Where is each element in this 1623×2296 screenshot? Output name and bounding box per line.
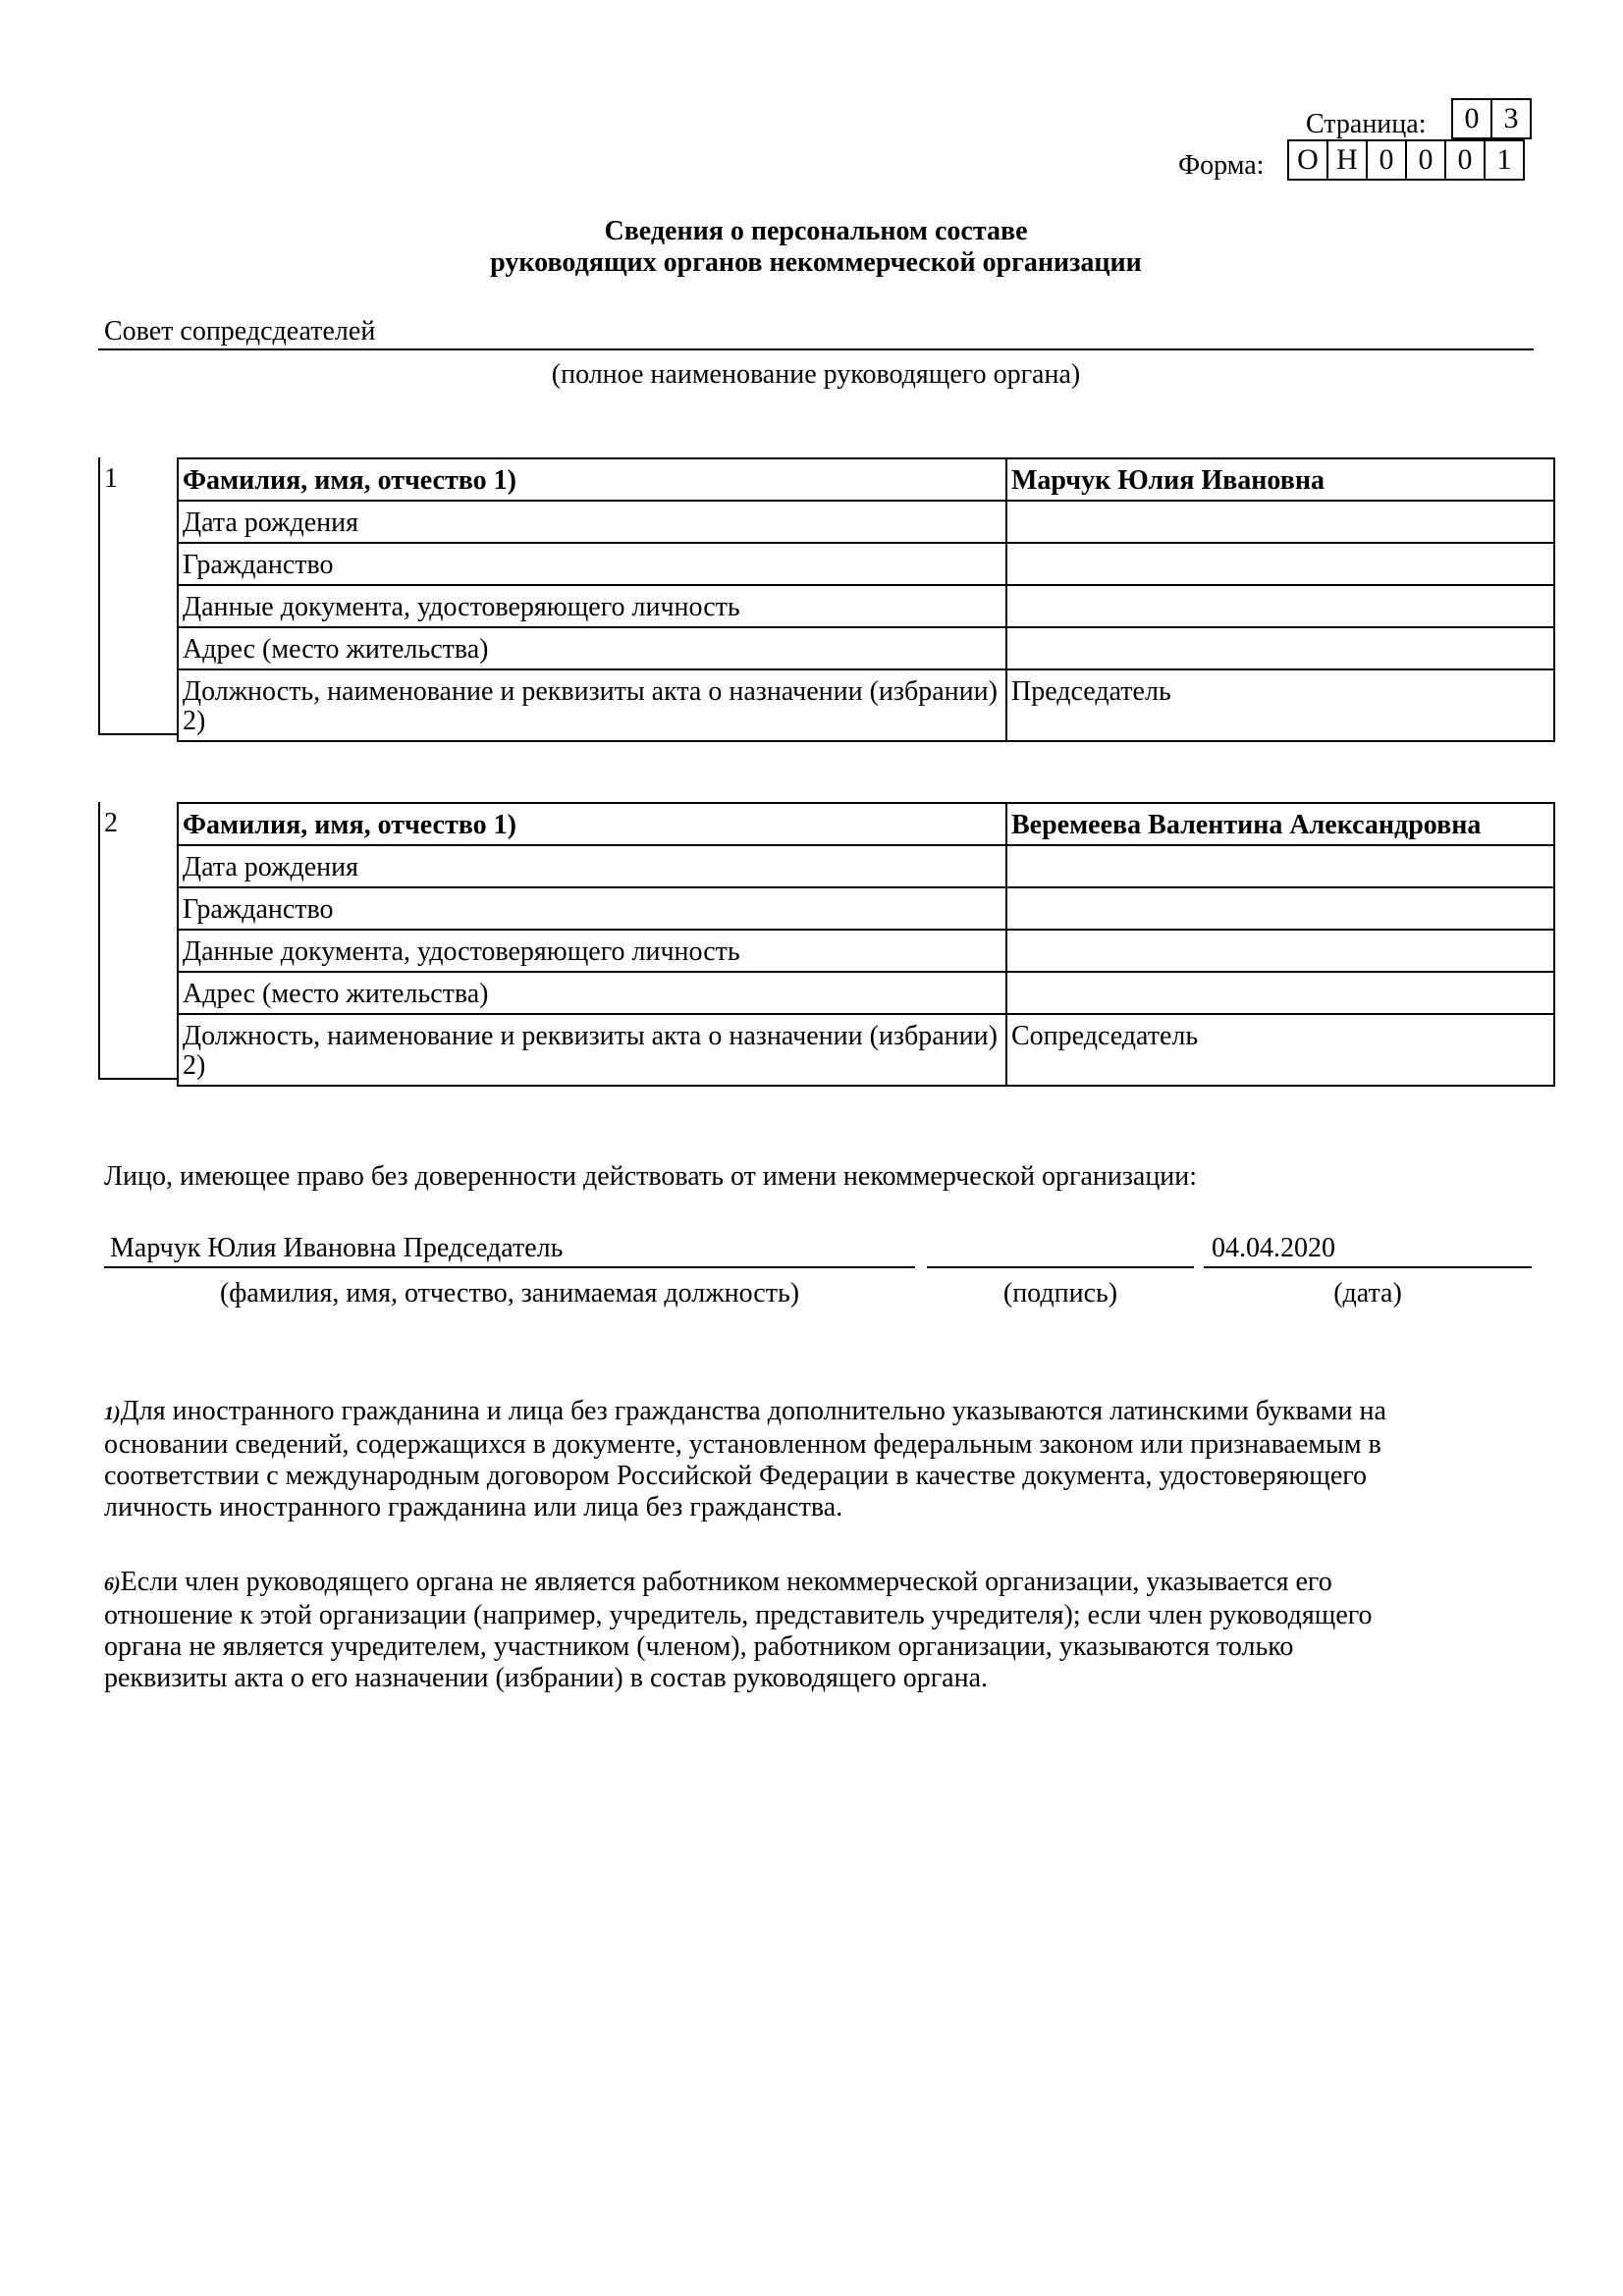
table-row bbox=[178, 501, 1554, 543]
person-block-2 bbox=[98, 802, 1534, 1080]
footnote-line: отношение к этой организации (например, учредитель, представитель учредителя); если член руководящего bbox=[104, 1600, 1373, 1630]
document-title bbox=[98, 216, 1534, 279]
page-digit-cell: 0 bbox=[1451, 98, 1492, 139]
field-label: Адрес (место жительства) bbox=[178, 972, 1006, 1014]
field-value bbox=[1006, 845, 1554, 887]
field-value bbox=[1006, 972, 1554, 1014]
field-value: Сопредседатель bbox=[1006, 1014, 1554, 1086]
title-line-2: руководящих органов некоммерческой организации bbox=[490, 247, 1142, 278]
footnote-6 bbox=[104, 1567, 1538, 1694]
table-row bbox=[178, 627, 1554, 669]
field-label: Дата рождения bbox=[178, 845, 1006, 887]
signatory-name-line bbox=[104, 1227, 915, 1268]
caption-date: (дата) bbox=[1333, 1278, 1402, 1308]
field-value bbox=[1006, 585, 1554, 627]
field-label: Данные документа, удостоверяющего личность bbox=[178, 585, 1006, 627]
field-value bbox=[1006, 930, 1554, 972]
footnote-line: основании сведений, содержащихся в документе, установленном федеральным законом или признаваемым в bbox=[104, 1429, 1381, 1460]
field-value bbox=[1006, 501, 1554, 543]
field-label: Фамилия, имя, отчество 1) bbox=[178, 458, 1006, 501]
form-label: Форма: bbox=[1178, 150, 1265, 181]
title-line-1: Сведения о персональном составе bbox=[604, 216, 1028, 246]
field-label: Гражданство bbox=[178, 887, 1006, 930]
date-line bbox=[1204, 1227, 1532, 1268]
signature-date: 04.04.2020 bbox=[1212, 1233, 1335, 1263]
table-row bbox=[178, 458, 1554, 501]
field-label: Должность, наименование и реквизиты акта о назначении (избрании) 2) bbox=[178, 1014, 1006, 1086]
table-row bbox=[178, 930, 1554, 972]
signature-line bbox=[927, 1227, 1194, 1268]
caption-name-position: (фамилия, имя, отчество, занимаемая должность) bbox=[219, 1278, 800, 1308]
organ-name-line bbox=[98, 316, 1534, 350]
person-table bbox=[177, 802, 1555, 1087]
footnote-text: Для иностранного гражданина и лица без гражданства дополнительно указываются латинскими буквами на bbox=[120, 1396, 1386, 1426]
field-value bbox=[1006, 887, 1554, 930]
footnote-mark: 6) bbox=[104, 1574, 121, 1595]
table-row bbox=[178, 669, 1554, 741]
table-row bbox=[178, 972, 1554, 1014]
form-code-cell: 1 bbox=[1484, 139, 1525, 181]
page-digit-cell: 3 bbox=[1490, 98, 1532, 139]
table-row bbox=[178, 887, 1554, 930]
footnote-line: реквизиты акта о его назначении (избрании) в состав руководящего органа. bbox=[104, 1663, 989, 1693]
field-value: Веремеева Валентина Александровна bbox=[1006, 803, 1554, 845]
signatory-name-position: Марчук Юлия Ивановна Председатель bbox=[110, 1233, 564, 1263]
page-number-cells bbox=[1451, 98, 1532, 139]
table-row bbox=[178, 543, 1554, 585]
field-label: Данные документа, удостоверяющего личность bbox=[178, 930, 1006, 972]
person-block-1 bbox=[98, 457, 1534, 735]
field-value bbox=[1006, 543, 1554, 585]
person-number: 1 bbox=[98, 457, 177, 735]
footnote-line bbox=[104, 1396, 1538, 1429]
form-code-cell: 0 bbox=[1366, 139, 1407, 181]
footnote-line: органа не является учредителем, участником (членом), работником организации, указываются только bbox=[104, 1631, 1294, 1662]
table-row bbox=[178, 803, 1554, 845]
footnote-text: Если член руководящего органа не является работником некоммерческой организации, указывается его bbox=[120, 1567, 1332, 1597]
field-label: Фамилия, имя, отчество 1) bbox=[178, 803, 1006, 845]
field-label: Гражданство bbox=[178, 543, 1006, 585]
field-label: Адрес (место жительства) bbox=[178, 627, 1006, 669]
table-row bbox=[178, 1014, 1554, 1086]
organ-name-caption: (полное наименование руководящего органа) bbox=[551, 359, 1081, 390]
form-code-cell: Н bbox=[1326, 139, 1368, 181]
field-label: Должность, наименование и реквизиты акта о назначении (избрании) 2) bbox=[178, 669, 1006, 741]
table-row bbox=[178, 845, 1554, 887]
organ-name: Совет сопредсдеателей bbox=[104, 316, 376, 347]
form-code-cell: 0 bbox=[1405, 139, 1446, 181]
person-number: 2 bbox=[98, 802, 177, 1080]
footnote-line: личность иностранного гражданина или лица без гражданства. bbox=[104, 1492, 843, 1522]
person-table bbox=[177, 457, 1555, 742]
table-row bbox=[178, 585, 1554, 627]
footnote-1 bbox=[104, 1396, 1538, 1523]
form-code-cells bbox=[1287, 139, 1525, 181]
footnote-line: соответствии с международным договором Российской Федерации в качестве документа, удостоверяющего bbox=[104, 1461, 1368, 1491]
field-label: Дата рождения bbox=[178, 501, 1006, 543]
caption-signature: (подпись) bbox=[1002, 1278, 1118, 1308]
field-value: Председатель bbox=[1006, 669, 1554, 741]
field-value bbox=[1006, 627, 1554, 669]
form-code-cell: 0 bbox=[1444, 139, 1486, 181]
page-label: Страница: bbox=[1306, 109, 1427, 139]
footnote-mark: 1) bbox=[104, 1403, 121, 1424]
footnote-line bbox=[104, 1567, 1538, 1600]
signature-intro: Лицо, имеющее право без доверенности действовать от имени некоммерческой организации: bbox=[104, 1161, 1198, 1192]
field-value: Марчук Юлия Ивановна bbox=[1006, 458, 1554, 501]
form-code-cell: О bbox=[1287, 139, 1328, 181]
